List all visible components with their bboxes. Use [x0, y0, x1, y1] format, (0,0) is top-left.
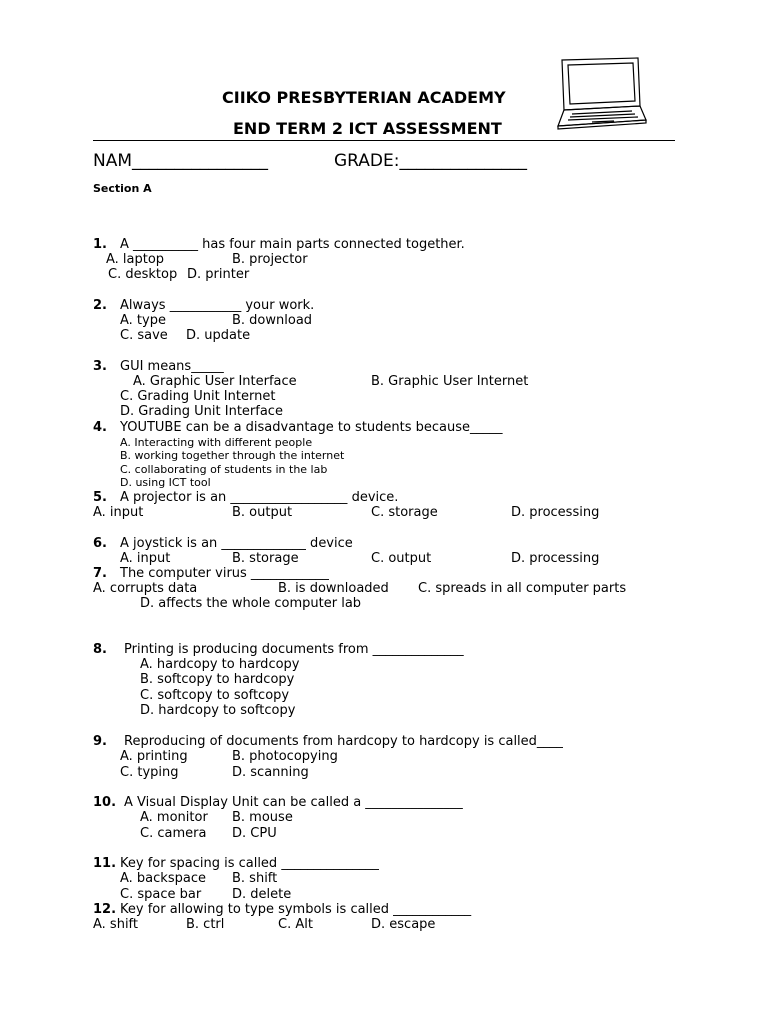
- option: B. download: [232, 313, 313, 328]
- question-text: Reproducing of documents from hardcopy to hardcopy is called____: [124, 734, 563, 749]
- option: A. type: [120, 313, 166, 328]
- option: D. hardcopy to softcopy: [140, 703, 296, 718]
- question-text: The computer virus ____________: [120, 566, 329, 581]
- option: C. desktop: [108, 267, 178, 282]
- option: C. typing: [120, 765, 179, 780]
- option: D. Grading Unit Interface: [120, 404, 283, 419]
- option: D. processing: [511, 551, 600, 566]
- option: A. shift: [93, 917, 138, 932]
- question-text: Key for allowing to type symbols is called ____________: [120, 902, 472, 917]
- option: C. camera: [140, 826, 207, 841]
- option: A. corrupts data: [93, 581, 198, 596]
- option: A. backspace: [120, 871, 206, 886]
- option: C. Alt: [278, 917, 313, 932]
- question-number: 4.: [93, 420, 107, 435]
- question-number: 6.: [93, 536, 107, 551]
- option: B. Graphic User Internet: [371, 374, 529, 389]
- option: D. processing: [511, 505, 600, 520]
- question-number: 5.: [93, 490, 107, 505]
- question-number: 7.: [93, 566, 107, 581]
- option: A. laptop: [106, 252, 165, 267]
- option: B. projector: [232, 252, 308, 267]
- question-number: 12.: [93, 902, 117, 917]
- option: B. shift: [232, 871, 278, 886]
- question-text: GUI means_____: [120, 359, 224, 374]
- option: B. storage: [232, 551, 299, 566]
- question-text: Always ___________ your work.: [120, 298, 315, 313]
- option: D. using ICT tool: [120, 476, 211, 489]
- option: C. space bar: [120, 887, 202, 902]
- name-field: NAM________________: [93, 151, 269, 171]
- option: B. mouse: [232, 810, 293, 825]
- option: D. scanning: [232, 765, 309, 780]
- question-text: A Visual Display Unit can be called a _______________: [124, 795, 463, 810]
- option: C. storage: [371, 505, 438, 520]
- question-text: Printing is producing documents from ______________: [124, 642, 464, 657]
- option: A. Interacting with different people: [120, 436, 313, 449]
- option: D. delete: [232, 887, 292, 902]
- question-text: A __________ has four main parts connected together.: [120, 237, 465, 252]
- option: D. CPU: [232, 826, 277, 841]
- option: C. spreads in all computer parts: [418, 581, 627, 596]
- question-number: 11.: [93, 856, 117, 871]
- option: B. ctrl: [186, 917, 225, 932]
- option: A. hardcopy to hardcopy: [140, 657, 300, 672]
- option: C. save: [120, 328, 168, 343]
- grade-field: GRADE:_______________: [334, 151, 527, 171]
- school-title: CIIKO PRESBYTERIAN ACADEMY: [222, 88, 506, 107]
- option: A. monitor: [140, 810, 208, 825]
- option: A. Graphic User Interface: [133, 374, 297, 389]
- option: D. printer: [187, 267, 250, 282]
- option: B. photocopying: [232, 749, 338, 764]
- question-text: YOUTUBE can be a disadvantage to students because_____: [120, 420, 503, 435]
- option: B. is downloaded: [278, 581, 389, 596]
- option: C. collaborating of students in the lab: [120, 463, 328, 476]
- question-number: 1.: [93, 237, 107, 252]
- option: A. printing: [120, 749, 188, 764]
- option: C. softcopy to softcopy: [140, 688, 290, 703]
- header-divider: [93, 140, 675, 141]
- option: B. working together through the internet: [120, 449, 345, 462]
- option: C. Grading Unit Internet: [120, 389, 276, 404]
- question-number: 10.: [93, 795, 117, 810]
- question-number: 8.: [93, 642, 107, 657]
- question-number: 2.: [93, 298, 107, 313]
- option: B. softcopy to hardcopy: [140, 672, 295, 687]
- question-text: A projector is an __________________ device.: [120, 490, 399, 505]
- exam-title: END TERM 2 ICT ASSESSMENT: [233, 119, 502, 138]
- option: D. escape: [371, 917, 436, 932]
- question-text: Key for spacing is called _______________: [120, 856, 379, 871]
- section-heading: Section A: [93, 182, 152, 195]
- option: D. affects the whole computer lab: [140, 596, 362, 611]
- option: B. output: [232, 505, 293, 520]
- question-text: A joystick is an _____________ device: [120, 536, 353, 551]
- option: A. input: [120, 551, 171, 566]
- laptop-icon: [552, 54, 648, 136]
- option: D. update: [186, 328, 251, 343]
- option: C. output: [371, 551, 432, 566]
- option: A. input: [93, 505, 144, 520]
- question-number: 3.: [93, 359, 107, 374]
- question-number: 9.: [93, 734, 107, 749]
